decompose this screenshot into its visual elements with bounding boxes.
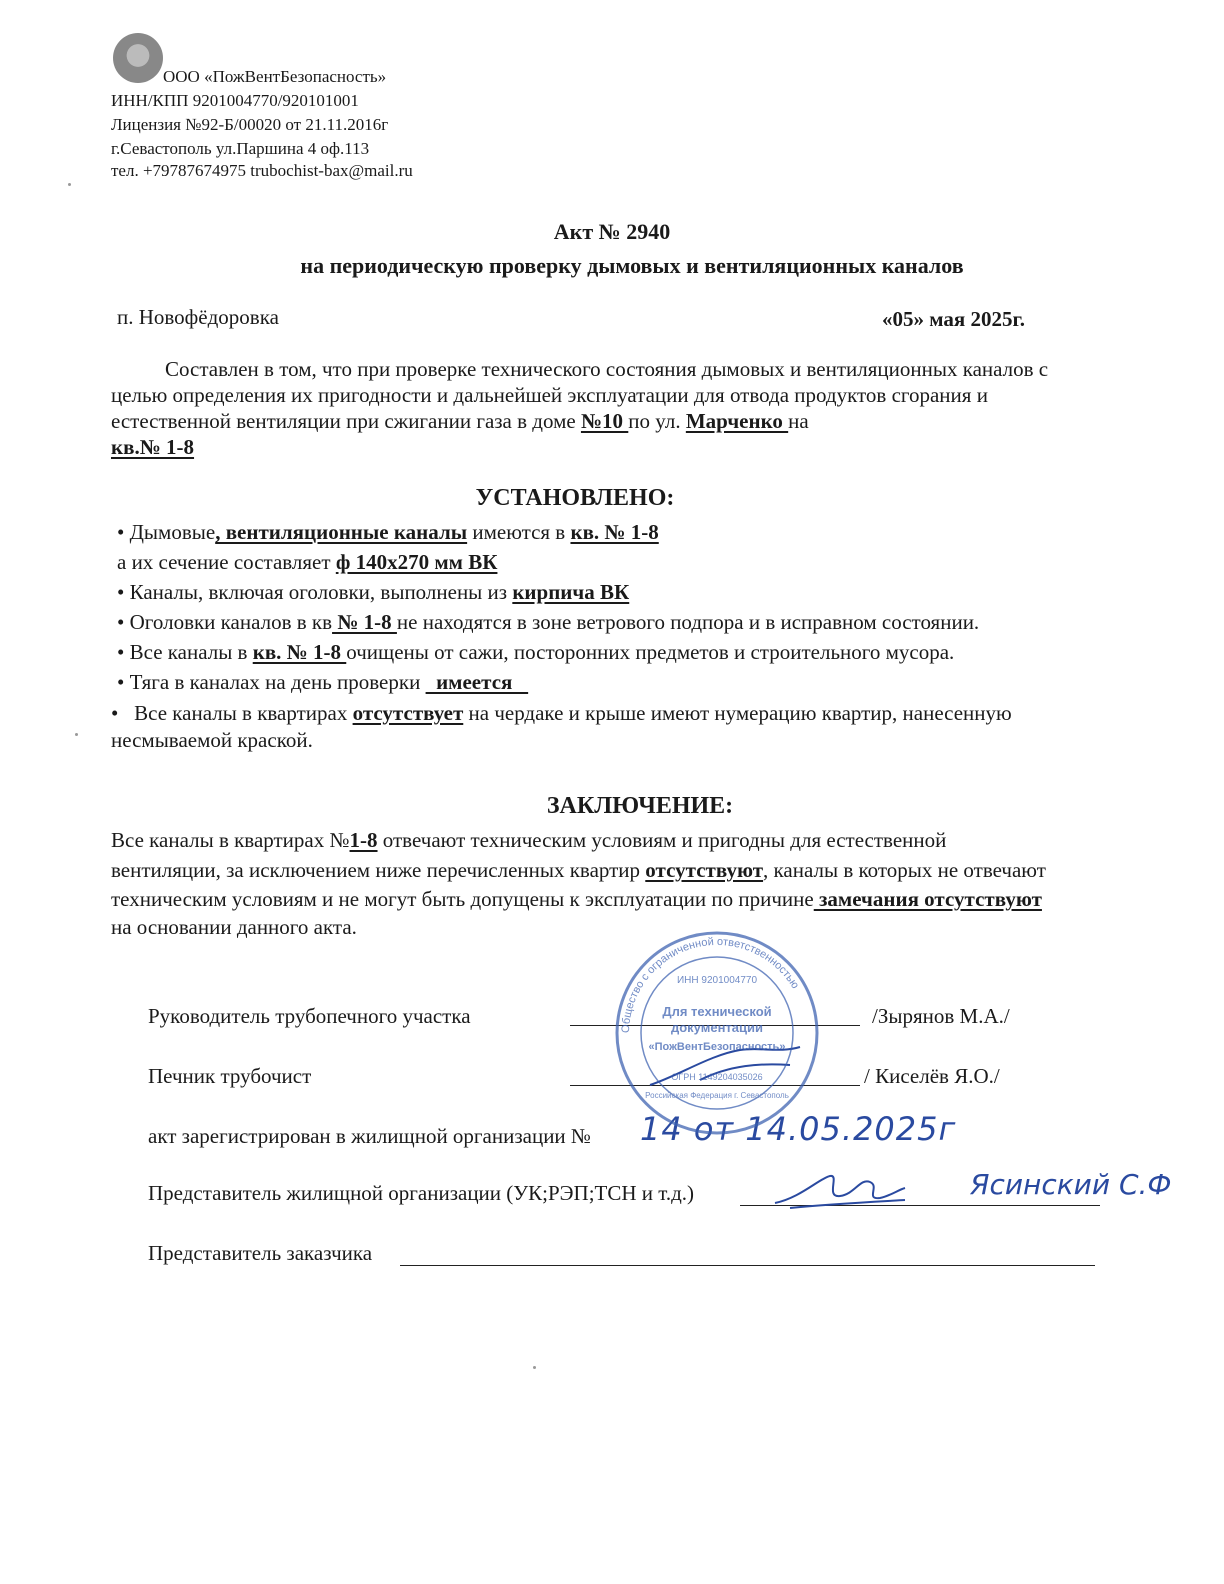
company-contacts: тел. +79787674975 trubochist-bax@mail.ru: [111, 161, 413, 180]
stamp-bottom: Российская Федерация г. Севастополь: [645, 1091, 789, 1100]
intro-line-2: целью определения их пригодности и дальнейшей эксплуатации для отвода продуктов сгорания и: [111, 383, 988, 407]
bullet-6-line-2: несмываемой краской.: [111, 728, 313, 752]
bullet-2: • Каналы, включая оголовки, выполнены из кирпича ВК: [117, 580, 630, 604]
company-name: ООО «ПожВентБезопасность»: [163, 67, 387, 86]
intro-line-3: естественной вентиляции при сжигании газа в доме №10 по ул. Марченко на: [111, 409, 809, 433]
company-license: Лицензия №92-Б/00020 от 21.11.2016г: [111, 115, 389, 134]
company-logo: [113, 33, 163, 83]
stamp-ogrn: ОГРН 1149204035026: [671, 1072, 763, 1082]
registration-label: акт зарегистрирован в жилищной организации №: [148, 1124, 591, 1148]
act-number: Акт № 2940: [553, 219, 671, 244]
customer-rep-line: [400, 1265, 1095, 1266]
company-stamp: [612, 928, 822, 1138]
place: п. Новофёдоровка: [117, 305, 279, 329]
sweep-role: Печник трубочист: [148, 1064, 312, 1088]
registration-handwritten: 14 от 14.05.2025г: [640, 1110, 957, 1148]
act-date: «05» мая 2025г.: [882, 307, 1025, 331]
scan-speck: [75, 733, 78, 736]
scan-speck: [68, 183, 71, 186]
bullet-1: • Дымовые, вентиляционные каналы имеются в кв. № 1-8: [117, 520, 659, 544]
stamp-outer-text: Общество с ограниченной ответственностью: [619, 935, 802, 1034]
housing-rep-label: Представитель жилищной организации (УК;РЭП;ТСН и т.д.): [148, 1181, 695, 1205]
established-heading: УСТАНОВЛЕНО:: [475, 485, 675, 511]
housing-rep-signature: [770, 1168, 910, 1213]
scan-speck: [533, 1366, 536, 1369]
intro-line-1: Составлен в том, что при проверке технического состояния дымовых и вентиляционных каналов с: [165, 357, 1049, 381]
customer-rep-label: Представитель заказчика: [148, 1241, 373, 1265]
bullet-1-line-2: а их сечение составляет ф 140х270 мм ВК: [117, 550, 498, 574]
house-number: №10: [580, 409, 629, 433]
conclusion-line-4: на основании данного акта.: [111, 915, 357, 939]
stamp-center-1: Для технической: [662, 1004, 772, 1019]
stamp-center-2: документации: [670, 1020, 764, 1035]
bullet-3: • Оголовки каналов в кв № 1-8 не находятся в зоне ветрового подпора и в исправном состоянии.: [117, 610, 980, 634]
stamp-inn: ИНН 9201004770: [676, 975, 758, 986]
housing-rep-handwritten: Ясинский С.Ф: [970, 1168, 1172, 1201]
conclusion-line-1: Все каналы в квартирах №1-8 отвечают техническим условиям и пригодны для естественной: [111, 828, 947, 852]
head-role: Руководитель трубопечного участка: [148, 1004, 471, 1028]
bullet-4: • Все каналы в кв. № 1-8 очищены от сажи, посторонних предметов и строительного мусора.: [117, 640, 955, 664]
bullet-6: • Все каналы в квартирах отсутствует на чердаке и крыше имеют нумерацию квартир, нанесенную: [111, 701, 1012, 725]
company-inn: ИНН/КПП 9201004770/920101001: [111, 91, 359, 110]
head-name: /Зырянов М.А./: [872, 1004, 1010, 1028]
stamp-name: «ПожВентБезопасность»: [648, 1041, 786, 1053]
sweep-name: / Киселёв Я.О./: [864, 1064, 1000, 1088]
act-subject: на периодическую проверку дымовых и вентиляционных каналов: [300, 253, 964, 278]
street-name: Марченко: [685, 409, 789, 433]
apartments: кв.№ 1-8: [111, 435, 195, 459]
conclusion-line-3: техническим условиям и не могут быть допущены к эксплуатации по причине замечания отсутствуют: [111, 887, 1042, 911]
conclusion-heading: ЗАКЛЮЧЕНИЕ:: [546, 793, 734, 819]
conclusion-line-2: вентиляции, за исключением ниже перечисленных квартир отсутствуют, каналы в которых не отвечают: [111, 858, 1046, 882]
bullet-5: • Тяга в каналах на день проверки имеется: [117, 670, 529, 694]
company-address: г.Севастополь ул.Паршина 4 оф.113: [111, 139, 370, 158]
